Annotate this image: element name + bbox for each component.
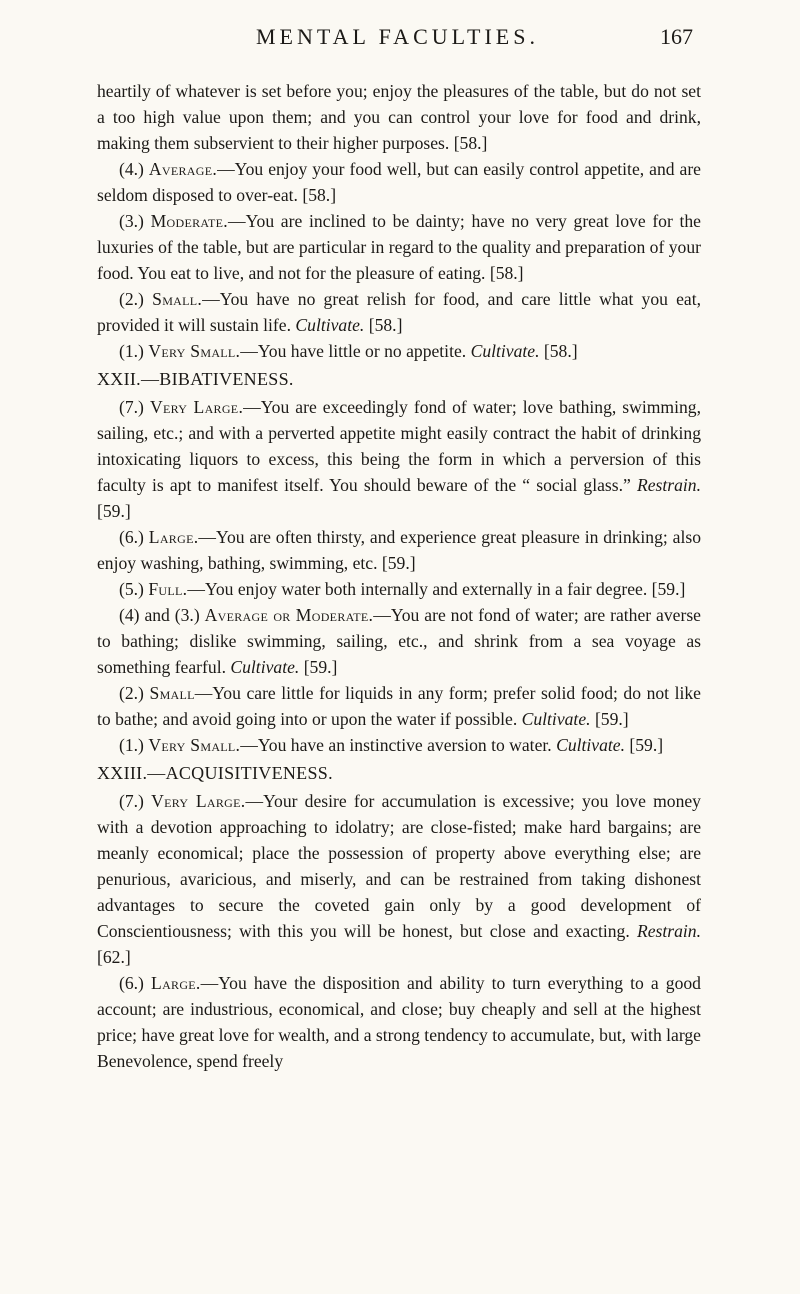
alimentiveness-very-small [97,338,701,364]
degree-number: (4) and (3.) [119,605,200,625]
reference: [62.] [97,947,131,967]
degree-text: —You enjoy water both internally and externally in a fair degree. [59.] [187,579,686,599]
bibativeness-full [97,576,701,602]
page-number: 167 [660,24,693,49]
degree-number: (4.) [119,159,144,179]
page-body [97,78,701,1074]
advice: Cultivate. [230,657,300,677]
degree-number: (2.) [119,289,144,309]
degree-number: (6.) [119,973,144,993]
acquisitiveness-very-large [97,788,701,970]
degree-label: Average or Moderate. [204,605,374,625]
degree-label: Small. [152,289,203,309]
advice: Cultivate. [556,735,625,755]
reference: [59.] [594,709,629,729]
reference: [58.] [368,315,403,335]
degree-text: —You have little or no appetite. [240,341,467,361]
degree-number: (1.) [119,341,144,361]
degree-label: Full. [148,579,188,599]
degree-text: —You have no great relish for food, and care little what you eat, provided it will sustain life. [97,289,702,335]
bibativeness-very-small [97,732,701,758]
degree-number: (3.) [119,211,144,231]
degree-label: Very Large. [149,397,244,417]
continuation-paragraph: heartily of whatever is set before you; enjoy the pleasures of the table, but do not set a too high value upon them; and you can control your love for food and drink, making them subservient to their higher purposes. [58.] [97,81,701,153]
degree-label: Large. [151,973,201,993]
degree-label: Large. [148,527,199,547]
degree-text: —You are often thirsty, and experience great pleasure in drinking; also enjoy washing, bathing, swimming, etc. [59.] [97,527,701,573]
degree-label: Very Large. [151,791,246,811]
degree-text: —You care little for liquids in any form; prefer solid food; do not like to bathe; and avoid going into or upon the water if possible. [97,683,701,729]
degree-text: —You have an instinctive aversion to water. [240,735,552,755]
reference: [59.] [303,657,338,677]
bibativeness-very-large [97,394,701,524]
alimentiveness-small [97,286,701,338]
advice: Cultivate. [295,315,365,335]
reference: [59.] [629,735,664,755]
degree-text: —You enjoy your food well, but can easily control appetite, and are seldom disposed to over-eat. [58.] [97,159,701,205]
bibativeness-average-moderate [97,602,701,680]
reference: [58.] [543,341,578,361]
degree-text: —You are exceedingly fond of water; love bathing, swimming, sailing, etc.; and with a perverted appetite might easily contract the habit of drinking intoxicating liquors to excess, this being the form in which a perversion of this faculty is apt to manifest itself. You should beware of the “ social glass.” [97,397,701,495]
alimentiveness-average [97,156,701,208]
degree-text: —You have the disposition and ability to turn everything to a good account; are industrious, economical, and close; buy cheaply and sell at the highest price; have great love for wealth, and a strong tendency to accumulate, but, with large Benevolence, spend freely [97,973,701,1071]
bibativeness-small [97,680,701,732]
degree-text: —You are inclined to be dainty; have no very great love for the luxuries of the table, but are particular in regard to the quality and preparation of your food. You eat to live, and not for the pleasure of eating. [58.] [97,211,701,283]
section-heading-acquisitiveness: XXIII.—ACQUISITIVENESS. [97,763,333,783]
degree-label: Small [149,683,195,703]
acquisitiveness-large [97,970,701,1074]
degree-number: (7.) [119,791,144,811]
degree-label: Very Small. [148,735,241,755]
degree-number: (2.) [119,683,144,703]
advice: Cultivate. [521,709,591,729]
degree-label: Moderate. [150,211,228,231]
degree-number: (5.) [119,579,144,599]
degree-number: (1.) [119,735,144,755]
page-header [0,24,800,58]
reference: [59.] [97,501,131,521]
degree-label: Very Small. [148,341,241,361]
bibativeness-large [97,524,701,576]
degree-text: —Your desire for accumulation is excessive; you love money with a devotion approaching to idolatry; are close-fisted; make hard bargains; are meanly economical; place the possession of property above everything else; are penurious, avaricious, and miserly, and can be restrained from taking dishonest advantages to secure the coveted gain only by a good development of Conscientiousness; with this you will be honest, but close and exacting. [97,791,701,941]
degree-number: (6.) [119,527,144,547]
advice: Restrain. [636,475,701,495]
running-title: MENTAL FACULTIES. [256,24,539,49]
advice: Cultivate. [470,341,540,361]
alimentiveness-moderate [97,208,701,286]
section-heading-bibativeness: XXII.—BIBATIVENESS. [97,369,294,389]
advice: Restrain. [636,921,701,941]
degree-label: Average. [148,159,218,179]
degree-text: —You are not fond of water; are rather averse to bathing; dislike swimming, sailing, etc., and shrink from a sea voyage as something fearful. [97,605,701,677]
degree-number: (7.) [119,397,144,417]
